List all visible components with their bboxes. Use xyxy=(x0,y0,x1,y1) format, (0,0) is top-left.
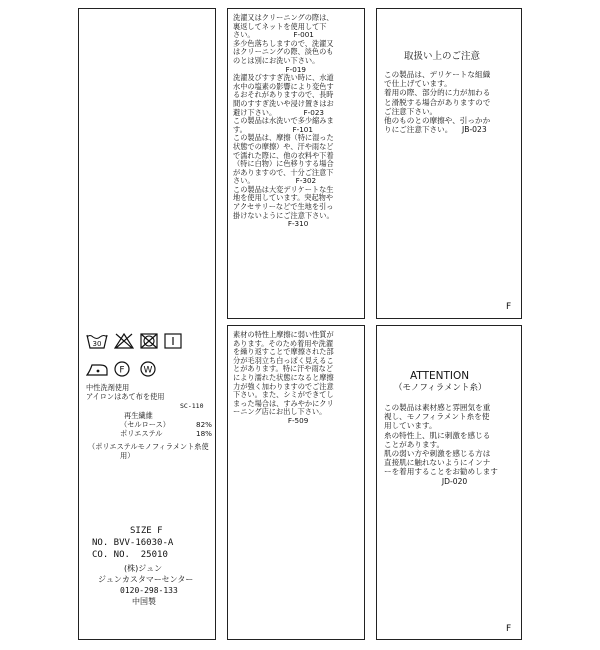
item-number: NO. BVV-16030-A xyxy=(92,538,174,548)
iron-cloth-note: アイロンはあて布を使用 xyxy=(86,392,165,401)
care-symbols xyxy=(86,333,216,383)
handling-title: 取扱い上のご注意 xyxy=(404,51,481,62)
svg-text:30: 30 xyxy=(92,340,102,348)
neutral-detergent-note: 中性洗剤使用 xyxy=(86,383,130,392)
customer-center: ジュンカスタマーセンター xyxy=(98,575,194,584)
wash-30-icon xyxy=(86,333,108,349)
co-number: CO. NO. 25010 xyxy=(92,550,168,560)
attention-subtitle: （モノフィラメント糸） xyxy=(394,383,487,393)
size: SIZE F xyxy=(130,526,163,536)
attention-body: この製品は素材感と雰囲気を重 視し、モノフィラメント糸を使 用しています。 糸の特性上、肌に刺激を感じる ことがあります。 肌の弱い方や刺激を感じる方は 直接肌に触れないようにインナ ーを着用することをお勧めします JD-020 xyxy=(384,403,498,486)
care-code: SC-110 xyxy=(180,402,204,410)
attention-corner-f: F xyxy=(506,624,512,634)
fiber-2-pct: 18% xyxy=(196,429,212,438)
country-origin: 中国製 xyxy=(132,597,156,606)
handling-body: この製品は、デリケートな組織 で仕上げています。 着用の際、部分的に力が加わる と滑脱する場合がありますので ご注意下さい。 他のものとの摩擦や、引っかか りにご注意下さい。 JB-023 xyxy=(384,70,491,135)
fiber-2-name: ポリエステル xyxy=(120,429,163,438)
no-tumble-dry-icon xyxy=(140,333,158,349)
line-dry-icon xyxy=(164,333,182,349)
svg-text:F: F xyxy=(119,365,125,376)
wet-clean-w-icon xyxy=(140,361,156,377)
handling-corner-f: F xyxy=(506,302,512,312)
attention-title: ATTENTION xyxy=(410,370,470,382)
dry-clean-f-icon xyxy=(114,361,130,377)
phone-number: 0120-298-133 xyxy=(120,586,178,595)
iron-low-icon xyxy=(86,363,108,377)
fiber-1-pct: 82% xyxy=(196,420,212,429)
warnings-top-text: 洗濯又はクリーニングの際は、 裏返してネットを使用して下 さい。 F-001 多少色落ちしますので、洗濯又 はクリーニングの際、淡色のも のとは別にお洗い下さい。 F-019 洗濯及びすすぎ洗い時に、水道 水中の塩素の影響により変色す るおそれがありますので、長時 間のすすぎ洗いや浸け置きはお 避け下さい。 F-023 この製品は水洗いで多少縮みま す。 F-101 この製品は、摩擦（特に湿った 状態での摩擦）や、汗や雨など で濡れた際に、他の衣料や下着 （特に白物）に色移りする場合 がありますので、十分ご注意下 さい。 F-302 この製品は大変デリケートな生 地を使用しています。突起物や アクセサリーなどで生地を引っ 掛けないようにご注意下さい。 F-310 xyxy=(233,13,334,229)
fiber-title: 再生繊維 xyxy=(124,411,153,420)
fiber-1-name: （セルロース） xyxy=(120,420,170,429)
fiber-note-1: （ポリエステルモノフィラメント糸使 xyxy=(88,442,209,451)
warnings-bottom-text: 素材の特性上摩擦に弱い性質が あります。そのため着用や洗濯 を繰り返すことで摩擦された部 分が毛羽立ち白っぽく見えるこ とがあります。特に汗や雨など により濡れた状態になると摩擦 力が強く加わりますのでご注意 下さい。また、シミができてし まった場合は、すみやかにクリ ーニング店にお出し下さい。 F-509 xyxy=(233,330,334,425)
svg-text:W: W xyxy=(143,365,153,376)
fiber-note-2: 用） xyxy=(120,451,135,460)
no-bleach-icon xyxy=(114,333,134,349)
company-name: (株)ジュン xyxy=(124,564,163,573)
